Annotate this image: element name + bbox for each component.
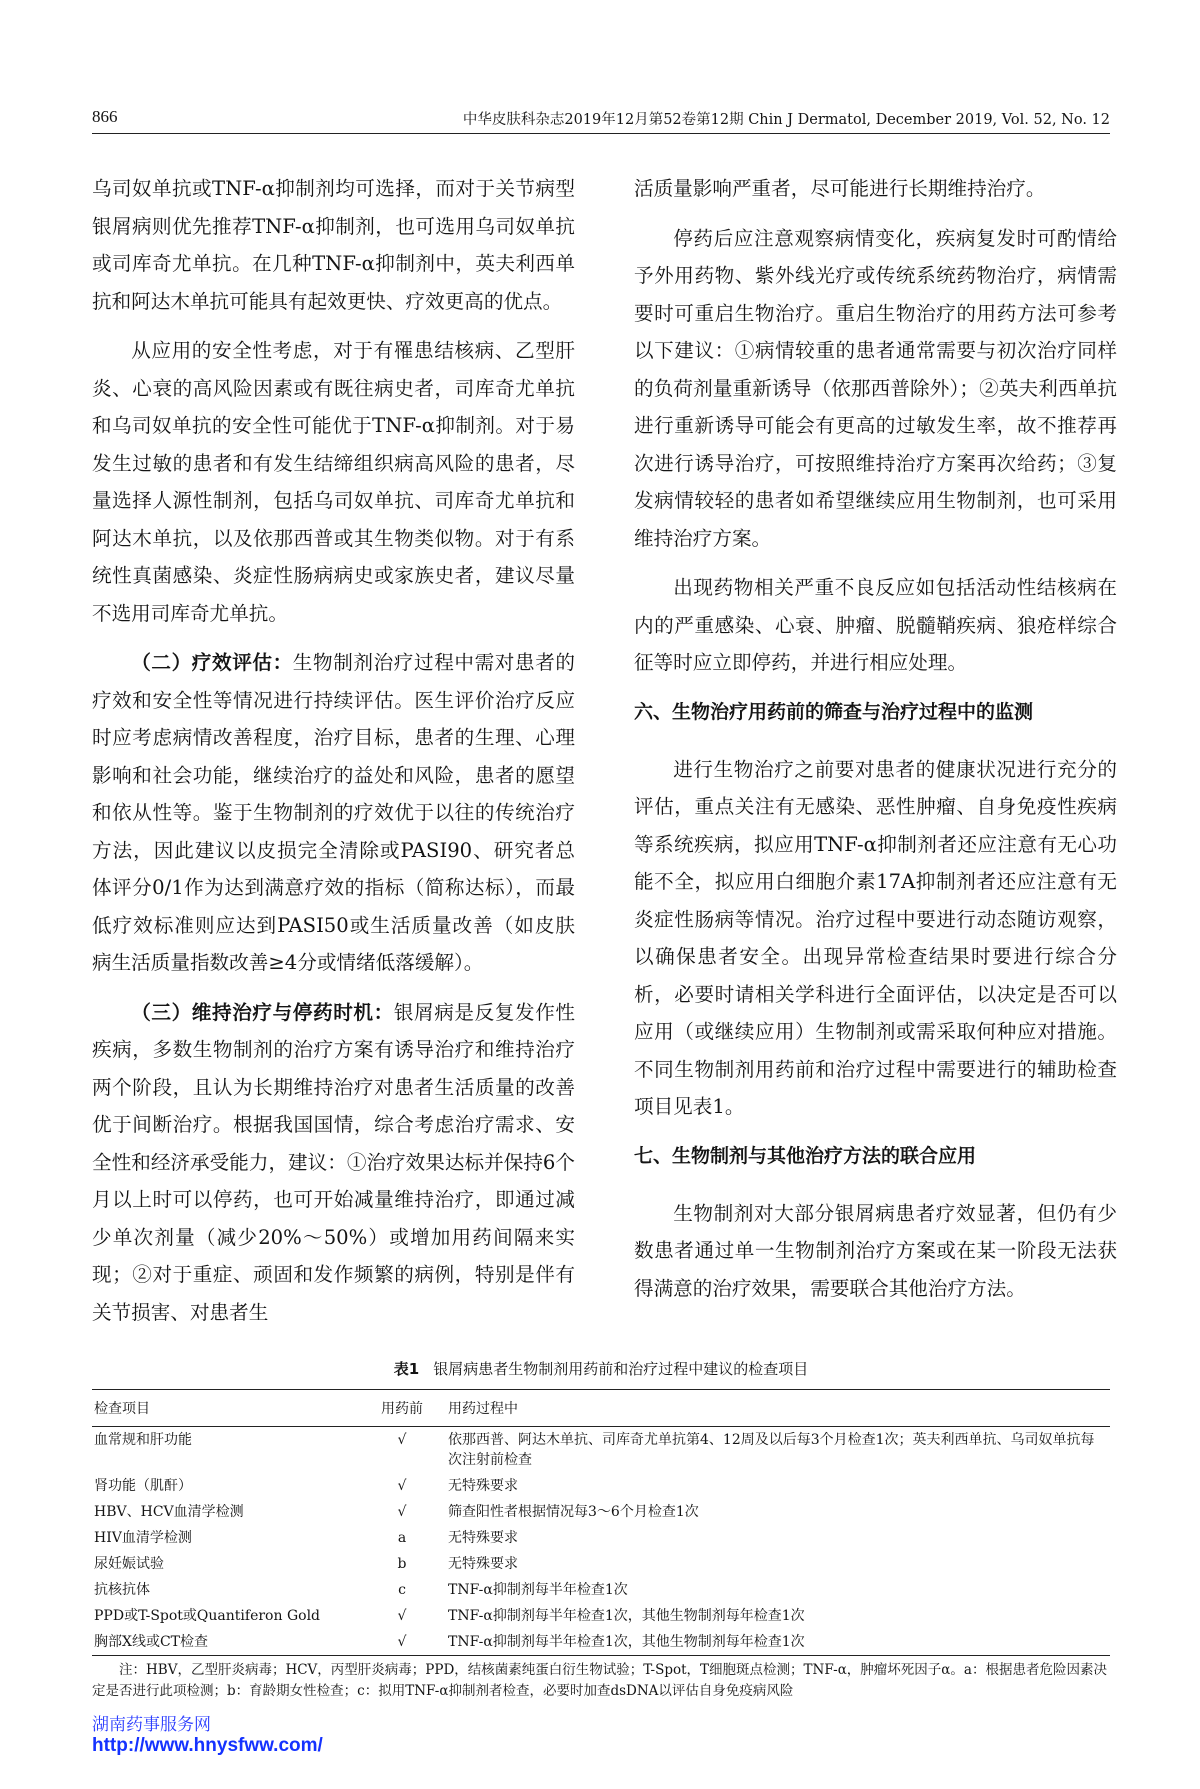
cell: HBV、HCV血清学检测: [94, 1504, 244, 1520]
section-heading: 七、生物制剂与其他治疗方法的联合应用: [634, 1144, 977, 1167]
table-number: 表1: [393, 1360, 420, 1378]
table-1: [92, 1358, 1110, 1702]
cell: TNF-α抑制剂每半年检查1次: [448, 1582, 628, 1598]
cell: b: [397, 1556, 407, 1572]
cell: √: [397, 1432, 407, 1448]
right-column: [634, 170, 1117, 1307]
cell: 胸部X线或CT检查: [92, 1629, 362, 1656]
paragraph: [92, 994, 575, 1332]
table-row: [92, 1603, 1110, 1629]
cell: √: [397, 1608, 407, 1624]
paragraph: 乌司奴单抗或TNF-α抑制剂均可选择，而对于关节病型银屑病则优先推荐TNF-α抑制剂，也可选用乌司奴单抗或司库奇尤单抗。在几种TNF-α抑制剂中，英夫利西单抗和阿达木单抗可能具有起效更快、疗效更高的优点。: [92, 177, 575, 313]
table-row: [92, 1525, 1110, 1551]
site-watermark: [92, 1710, 323, 1757]
table-row: [92, 1629, 1110, 1656]
running-header: [92, 103, 1110, 134]
table-footnote: 注：HBV，乙型肝炎病毒；HCV，丙型肝炎病毒；PPD，结核菌素纯蛋白衍生物试验；T-Spot，T细胞斑点检测；TNF-α，肿瘤坏死因子α。a：根据患者危险因素决定是否进行此项检测；b：育龄期女性检查；c：拟用TNF-α抑制剂者检查，必要时加查dsDNA以评估自身免疫病风险: [92, 1662, 1107, 1699]
table-row: [92, 1551, 1110, 1577]
cell: 尿妊娠试验: [94, 1556, 164, 1572]
cell: 无特殊要求: [448, 1556, 518, 1572]
cell: 依那西普、阿达木单抗、司库奇尤单抗第4、12周及以后每3个月检查1次；英夫利西单抗、乌司奴单抗每次注射前检查: [448, 1432, 1095, 1468]
cell: 血常规和肝功能: [94, 1432, 192, 1448]
table-row: [92, 1499, 1110, 1525]
table-row: [92, 1427, 1110, 1474]
cell: 抗核抗体: [94, 1582, 150, 1598]
page-number: 866: [92, 107, 118, 126]
cell: √: [397, 1504, 407, 1520]
watermark-url: http://www.hnysfww.com/: [92, 1735, 323, 1756]
paragraph: 从应用的安全性考虑，对于有罹患结核病、乙型肝炎、心衰的高风险因素或有既往病史者，司库奇尤单抗和乌司奴单抗的安全性可能优于TNF-α抑制剂。对于易发生过敏的患者和有发生结缔组织病高风险的患者，尽量选择人源性制剂，包括乌司奴单抗、司库奇尤单抗和阿达木单抗，以及依那西普或其生物类似物。对于有系统性真菌感染、炎症性肠病病史或家族史者，建议尽量不选用司库奇尤单抗。: [92, 339, 575, 625]
exam-table: [92, 1389, 1110, 1656]
paragraph-text: 生物制剂治疗过程中需对患者的疗效和安全性等情况进行持续评估。医生评价治疗反应时应考虑病情改善程度，治疗目标，患者的生理、心理影响和社会功能，继续治疗的益处和风险，患者的愿望和依从性等。鉴于生物制剂的疗效优于以往的传统治疗方法，因此建议以皮损完全清除或PASI90、研究者总体评分0/1作为达到满意疗效的指标（简称达标），而最低疗效标准则应达到PASI50或生活质量改善（如皮肤病生活质量指数改善≥4分或情绪低落缓解）。: [92, 651, 576, 974]
cell: c: [398, 1582, 406, 1598]
cell: √: [397, 1478, 407, 1494]
paragraph: 生物制剂对大部分银屑病患者疗效显著，但仍有少数患者通过单一生物制剂治疗方案或在某一阶段无法获得满意的治疗效果，需要联合其他治疗方法。: [634, 1201, 1117, 1300]
cell: PPD或T-Spot或Quantiferon Gold: [94, 1608, 321, 1624]
table-caption: [92, 1358, 1110, 1379]
section-heading: 六、生物治疗用药前的筛查与治疗过程中的监测: [634, 700, 1034, 723]
left-column: [92, 170, 575, 1331]
journal-citation: 中华皮肤科杂志2019年12月第52卷第12期 Chin J Dermatol, December 2019, Vol. 52, No. 12: [462, 112, 1110, 128]
paragraph: [92, 644, 575, 982]
cell: 无特殊要求: [448, 1530, 518, 1546]
cell: a: [397, 1530, 407, 1546]
paragraph-text: 银屑病是反复发作性疾病，多数生物制剂的治疗方案有诱导治疗和维持治疗两个阶段，且认为长期维持治疗对患者生活质量的改善优于间断治疗。根据我国国情，综合考虑治疗需求、安全性和经济承受能力，建议：①治疗效果达标并保持6个月以上时可以停药，也可开始减量维持治疗，即通过减少单次剂量（减少20%～50%）或增加用药间隔来实现；②对于重症、顽固和发作频繁的病例，特别是伴有关节损害、对患者生: [92, 1000, 576, 1324]
paragraph: 出现药物相关严重不良反应如包括活动性结核病在内的严重感染、心衰、肿瘤、脱髓鞘疾病、狼疮样综合征等时应立即停药，并进行相应处理。: [634, 576, 1117, 674]
paragraph: 活质量影响严重者，尽可能进行长期维持治疗。: [634, 177, 1046, 200]
table-title: 银屑病患者生物制剂用药前和治疗过程中建议的检查项目: [433, 1360, 809, 1378]
watermark-site-name: 湖南药事服务网: [92, 1715, 211, 1735]
header-cell: 用药前: [362, 1390, 446, 1427]
cell: 筛查阳性者根据情况每3～6个月检查1次: [448, 1504, 699, 1520]
cell: 肾功能（肌酐）: [94, 1478, 192, 1494]
paragraph: 停药后应注意观察病情变化，疾病复发时可酌情给予外用药物、紫外线光疗或传统系统药物治疗，病情需要时可重启生物治疗。重启生物治疗的用药方法可参考以下建议：①病情较重的患者通常需要与初次治疗同样的负荷剂量重新诱导（依那西普除外）；②英夫利西单抗进行重新诱导可能会有更高的过敏发生率，故不推荐再次进行诱导治疗，可按照维持治疗方案再次给药；③复发病情较轻的患者如希望继续应用生物制剂，也可采用维持治疗方案。: [634, 226, 1117, 550]
header-cell: 用药过程中: [446, 1390, 1110, 1427]
cell: HIV血清学检测: [94, 1530, 192, 1546]
cell: 无特殊要求: [448, 1478, 518, 1494]
cell: √: [362, 1629, 446, 1656]
paragraph: 进行生物治疗之前要对患者的健康状况进行充分的评估，重点关注有无感染、恶性肿瘤、自身免疫性疾病等系统疾病，拟应用TNF-α抑制剂者还应注意有无心功能不全，拟应用白细胞介素17A抑制剂者还应注意有无炎症性肠病等情况。治疗过程中要进行动态随访观察，以确保患者安全。出现异常检查结果时要进行综合分析，必要时请相关学科进行全面评估，以决定是否可以应用（或继续应用）生物制剂或需采取何种应对措施。不同生物制剂用药前和治疗过程中需要进行的辅助检查项目见表1。: [634, 757, 1117, 1118]
header-cell: 检查项目: [92, 1390, 362, 1427]
subsection-title: （二）疗效评估：: [131, 651, 293, 674]
subsection-title: （三）维持治疗与停药时机：: [131, 1000, 394, 1024]
table-row: [92, 1473, 1110, 1499]
cell: TNF-α抑制剂每半年检查1次，其他生物制剂每年检查1次: [446, 1629, 1110, 1656]
table-header-row: [92, 1390, 1110, 1427]
table-row: [92, 1577, 1110, 1603]
cell: TNF-α抑制剂每半年检查1次，其他生物制剂每年检查1次: [448, 1608, 805, 1624]
